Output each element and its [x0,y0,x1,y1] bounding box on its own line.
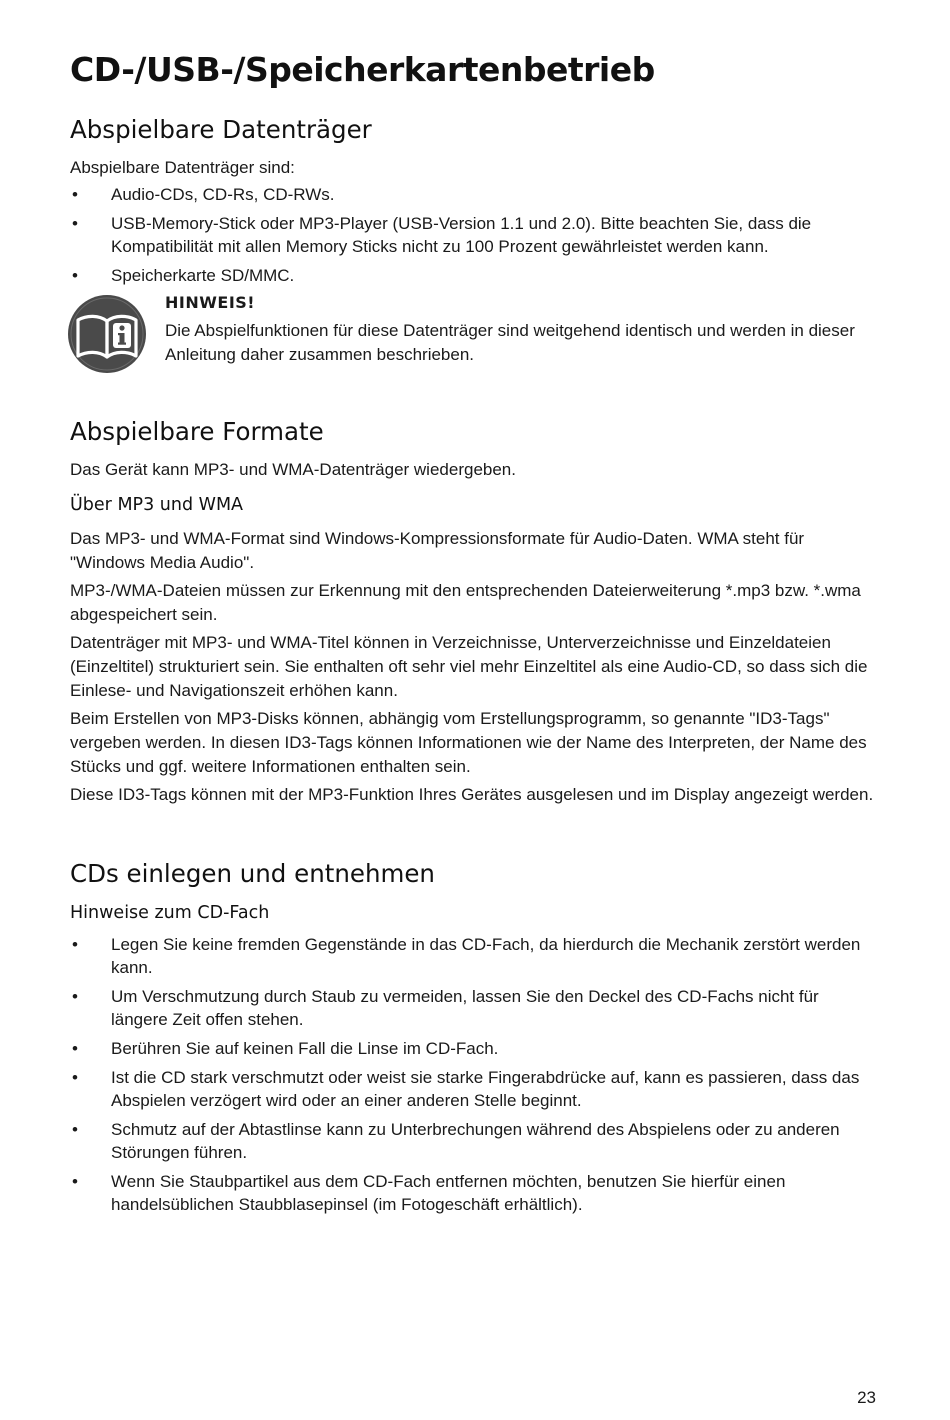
cd-hints-list [70,933,880,1216]
media-list [70,183,880,287]
subheading-mp3-wma: Über MP3 und WMA [70,495,244,515]
list-item: • Wenn Sie Staubpartikel aus dem CD-Fach entfernen möchten, benutzen Sie hierfür einen handelsüblichen Staubblasepinsel (im Fotogeschäft erhältlich). [72,1172,786,1214]
bullet-icon: • [72,214,78,233]
list-item: • Legen Sie keine fremden Gegenstände in das CD-Fach, da hierdurch die Mechanik zerstört werden kann. [72,935,861,977]
page-title: CD-/USB-/Speicherkartenbetrieb [70,50,655,89]
paragraph: Das MP3- und WMA-Format sind Windows-Kompressionsformate für Audio-Daten. WMA steht für "Windows Media Audio". [70,529,805,572]
list-item: • USB-Memory-Stick oder MP3-Player (USB-Version 1.1 und 2.0). Bitte beachten Sie, dass die Kompatibilität mit allen Memory Sticks nicht zu 100 Prozent gewährleistet werden kann. [72,214,812,256]
note-title: HINWEIS! [165,293,256,312]
section-formats-intro: Das Gerät kann MP3- und WMA-Datenträger wiedergeben. [70,460,516,479]
list-item: • Audio-CDs, CD-Rs, CD-RWs. [72,185,335,204]
paragraph: Diese ID3-Tags können mit der MP3-Funktion Ihres Gerätes ausgelesen und im Display angezeigt werden. [70,785,874,804]
list-item: • Speicherkarte SD/MMC. [72,266,295,285]
bullet-icon: • [72,1068,78,1087]
section-formats-body [70,527,880,811]
bullet-icon: • [72,1172,78,1191]
list-item: • Um Verschmutzung durch Staub zu vermeiden, lassen Sie den Deckel des CD-Fachs nicht für längere Zeit offen stehen. [72,987,819,1029]
section-heading-cd-handling: CDs einlegen und entnehmen [70,859,435,888]
section-heading-formats: Abspielbare Formate [70,417,324,446]
subheading-cd-tray: Hinweise zum CD-Fach [70,903,270,923]
note-text: Die Abspielfunktionen für diese Datenträger sind weitgehend identisch und werden in dieser Anleitung daher zusammen beschrieben. [165,321,855,364]
note-content [165,292,880,367]
paragraph: MP3-/WMA-Dateien müssen zur Erkennung mit den entsprechenden Dateierweiterung *.mp3 bzw. *.wma abgespeichert sein. [70,581,861,624]
list-item: • Schmutz auf der Abtastlinse kann zu Unterbrechungen während des Abspielens oder zu anderen Störungen führen. [72,1120,840,1162]
list-item: • Ist die CD stark verschmutzt oder weist sie starke Fingerabdrücke auf, kann es passieren, dass das Abspielen verzögert wird oder an einer anderen Stelle beginnt. [72,1068,860,1110]
bullet-icon: • [72,266,78,285]
section-cd-body [70,933,880,1222]
page-number: 23 [857,1388,876,1407]
paragraph: Datenträger mit MP3- und WMA-Titel können in Verzeichnisse, Unterverzeichnisse und Einzeldateien (Einzeltitel) strukturiert sein. Sie enthalten oft sehr viel mehr Einzeltitel als eine Audio-CD, so dass sich die Einlese- und Navigationszeit erhöhen kann. [70,633,868,700]
section-heading-media: Abspielbare Datenträger [70,115,372,144]
bullet-icon: • [72,1039,78,1058]
bullet-icon: • [72,987,78,1006]
manual-info-icon [67,294,147,374]
bullet-icon: • [72,1120,78,1139]
bullet-icon: • [72,935,78,954]
bullet-icon: • [72,185,78,204]
paragraph: Beim Erstellen von MP3-Disks können, abhängig vom Erstellungsprogramm, so genannte "ID3-Tags" vergeben werden. In diesen ID3-Tags können Informationen wie der Name des Interpreten, der Name des Stücks und ggf. weitere Informationen enthalten sein. [70,709,867,776]
section-media-intro: Abspielbare Datenträger sind: [70,158,295,177]
note-box [70,292,880,376]
section-media-body [70,156,880,293]
list-item: • Berühren Sie auf keinen Fall die Linse im CD-Fach. [72,1039,499,1058]
